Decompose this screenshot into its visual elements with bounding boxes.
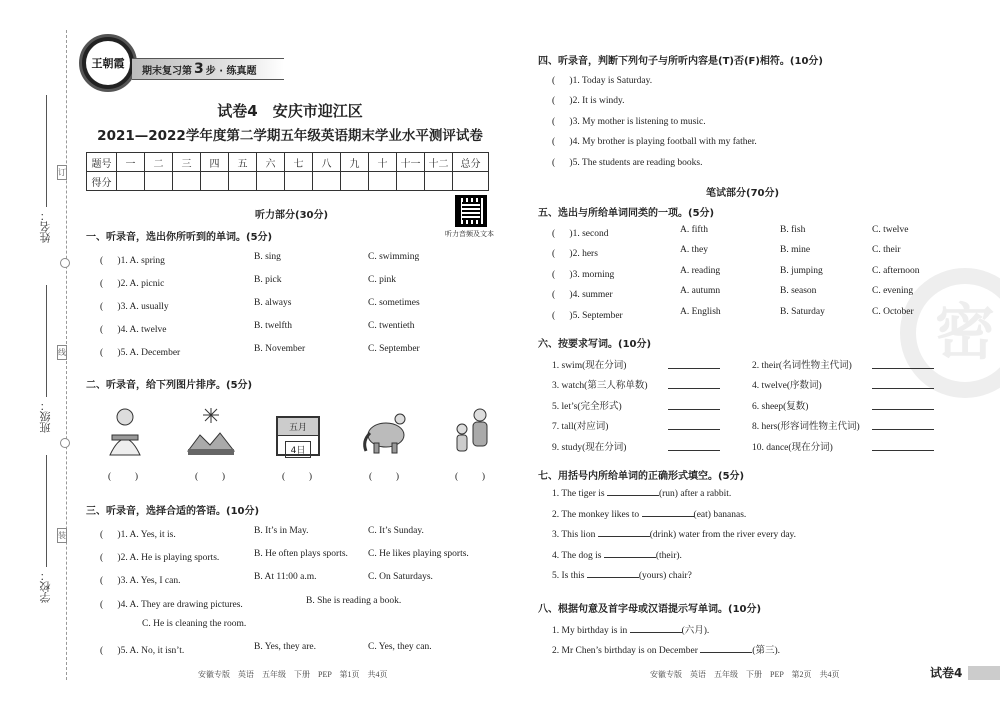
option-a: A. reading	[680, 266, 721, 276]
question-item: ( )1. Today is Saturday.	[552, 76, 653, 86]
question-item: ( )3. A. Yes, I can.	[100, 576, 181, 586]
qr-caption: 听力音频及文本	[445, 230, 494, 238]
word-prompt: 4. twelve(序数词)	[752, 381, 822, 391]
tab-bar	[968, 666, 1000, 680]
question-item: ( )4. A. twelve	[100, 325, 167, 335]
option-b: B. She is reading a book.	[306, 596, 402, 606]
option-b: B. mine	[780, 245, 811, 255]
class-underline	[46, 285, 47, 397]
answer-blank[interactable]	[598, 536, 650, 537]
answer-blank[interactable]: ( )	[369, 472, 400, 482]
exam-subtitle: 2021—2022学年度第二学期五年级英语期末学业水平测评试卷	[97, 128, 483, 144]
option-b: B. pick	[254, 275, 282, 285]
school-label: 学校：	[39, 570, 52, 603]
listening-header: 听力部分(30分)	[255, 210, 329, 221]
footer-right: 安徽专版 英语 五年级 下册 PEP 第2页 共4页	[650, 670, 840, 679]
option-c: C. He is cleaning the room.	[142, 619, 247, 629]
question-item: ( )5. The students are reading books.	[552, 158, 703, 168]
calendar-picture	[276, 416, 320, 456]
option-c: C. October	[872, 307, 914, 317]
section-2-title: 二、听录音，给下列图片排序。(5分)	[86, 380, 253, 391]
fill-item: 5. Is this (yours) chair?	[552, 571, 692, 581]
name-underline	[46, 95, 47, 207]
question-item: ( )4. A. They are drawing pictures.	[100, 600, 243, 610]
option-c: C. twelve	[872, 225, 909, 235]
option-b: B. Yes, they are.	[254, 642, 317, 652]
answer-line[interactable]	[668, 368, 720, 369]
calendar-day: 4日	[285, 441, 312, 458]
section-3-title: 三、听录音，选择合适的答语。(10分)	[86, 506, 260, 517]
option-b: B. always	[254, 298, 292, 308]
exam-tab-label: 试卷4	[930, 666, 963, 680]
fill-item: 2. The monkey likes to (eat) bananas.	[552, 510, 747, 520]
section-5-title: 五、选出与所给单词同类的一项。(5分)	[538, 208, 715, 219]
answer-line[interactable]	[668, 429, 720, 430]
option-c: C. pink	[368, 275, 396, 285]
option-b: B. fish	[780, 225, 806, 235]
answer-blank[interactable]	[607, 495, 659, 496]
answer-line[interactable]	[872, 450, 934, 451]
binding-hole	[60, 438, 70, 448]
answer-line[interactable]	[668, 409, 720, 410]
answer-blank[interactable]	[700, 652, 752, 653]
section-6-title: 六、按要求写词。(10分)	[538, 339, 652, 350]
option-b: B. He often plays sports.	[254, 549, 348, 559]
footer-left: 安徽专版 英语 五年级 下册 PEP 第1页 共4页	[198, 670, 388, 679]
option-c: C. twentieth	[368, 321, 415, 331]
fill-item: 4. The dog is (their).	[552, 551, 682, 561]
section-1-title: 一、听录音，选出你所听到的单词。(5分)	[86, 232, 273, 243]
question-item: ( )1. second	[552, 229, 609, 239]
option-b: B. twelfth	[254, 321, 292, 331]
option-c: C. September	[368, 344, 420, 354]
option-a: A. fifth	[680, 225, 708, 235]
option-c: C. swimming	[368, 252, 420, 262]
question-item: ( )5. A. December	[100, 348, 181, 358]
option-b: B. jumping	[780, 266, 823, 276]
writing-header: 笔试部分(70分)	[706, 188, 780, 199]
calendar-month: 五月	[278, 418, 318, 436]
answer-blank[interactable]	[587, 577, 639, 578]
answer-line[interactable]	[872, 388, 934, 389]
question-item: ( )3. morning	[552, 270, 615, 280]
answer-blank[interactable]: ( )	[108, 472, 139, 482]
binding-hole	[60, 258, 70, 268]
watermark-seal: 密	[935, 298, 995, 368]
option-b: B. sing	[254, 252, 281, 262]
school-underline	[46, 455, 47, 567]
word-prompt: 10. dance(现在分词)	[752, 443, 833, 453]
question-item: ( )3. My mother is listening to music.	[552, 117, 706, 127]
question-item: ( )2. hers	[552, 249, 598, 259]
option-b: B. It’s in May.	[254, 526, 309, 536]
option-c: C. It’s Sunday.	[368, 526, 424, 536]
word-prompt: 1. swim(现在分词)	[552, 361, 627, 371]
qr-code-icon[interactable]	[455, 195, 487, 227]
question-item: ( )1. A. spring	[100, 256, 165, 266]
seal-word: 线	[57, 345, 67, 360]
option-b: B. Saturday	[780, 307, 825, 317]
question-item: ( )2. It is windy.	[552, 96, 625, 106]
seal-word: 订	[57, 165, 67, 180]
option-b: B. At 11:00 a.m.	[254, 572, 317, 582]
word-prompt: 5. let’s(完全形式)	[552, 402, 622, 412]
fill-item: 1. My birthday is in (六月).	[552, 626, 710, 636]
option-c: C. evening	[872, 286, 914, 296]
name-label: 姓名：	[39, 210, 52, 243]
answer-line[interactable]	[872, 368, 934, 369]
question-item: ( )3. A. usually	[100, 302, 169, 312]
option-c: C. their	[872, 245, 901, 255]
section-7-title: 七、用括号内所给单词的正确形式填空。(5分)	[538, 471, 745, 482]
answer-line[interactable]	[668, 450, 720, 451]
seal-word: 装	[57, 528, 67, 543]
fill-item: 1. The tiger is (run) after a rabbit.	[552, 489, 732, 499]
word-prompt: 6. sheep(复数)	[752, 402, 809, 412]
answer-blank[interactable]	[630, 632, 682, 633]
option-c: C. sometimes	[368, 298, 420, 308]
option-c: C. afternoon	[872, 266, 920, 276]
exam-title: 试卷4 安庆市迎江区	[217, 102, 363, 120]
word-prompt: 7. tall(对应词)	[552, 422, 609, 432]
word-prompt: 2. their(名词性物主代词)	[752, 361, 852, 371]
section-8-title: 八、根据句意及首字母或汉语提示写单词。(10分)	[538, 604, 762, 615]
answer-blank[interactable]	[642, 516, 694, 517]
question-item: ( )2. A. picnic	[100, 279, 165, 289]
option-c: C. He likes playing sports.	[368, 549, 469, 559]
option-c: C. On Saturdays.	[368, 572, 433, 582]
fill-item: 3. This lion (drink) water from the river every day.	[552, 530, 797, 540]
word-prompt: 3. watch(第三人称单数)	[552, 381, 648, 391]
option-b: B. season	[780, 286, 817, 296]
fireworks-picture	[186, 405, 236, 457]
answer-line[interactable]	[872, 409, 934, 410]
answer-blank[interactable]	[604, 557, 656, 558]
question-item: ( )1. A. Yes, it is.	[100, 530, 176, 540]
question-item: ( )4. summer	[552, 290, 613, 300]
option-a: A. autumn	[680, 286, 721, 296]
option-c: C. Yes, they can.	[368, 642, 432, 652]
score-header-row: 题号 一 二 三 四 五 六 七 八 九 十 十一 十二 总分	[87, 153, 489, 172]
question-item: ( )5. September	[552, 311, 623, 321]
class-label: 班级：	[39, 400, 52, 433]
answer-blank[interactable]: ( )	[455, 472, 486, 482]
score-value-row: 得分	[87, 172, 489, 191]
option-a: A. they	[680, 245, 708, 255]
family-picture	[446, 405, 496, 457]
question-item: ( )2. A. He is playing sports.	[100, 553, 220, 563]
word-prompt: 8. hers(形容词性物主代词)	[752, 422, 860, 432]
answer-line[interactable]	[872, 429, 934, 430]
review-banner: 期末复习第 3 步 · 练真题	[132, 58, 284, 80]
question-item: ( )4. My brother is playing football with my father.	[552, 137, 757, 147]
fill-item: 2. Mr Chen’s birthday is on December (第三).	[552, 646, 780, 656]
girl-playing-instrument-picture	[100, 405, 150, 457]
option-a: A. English	[680, 307, 721, 317]
elephant-picture	[360, 405, 410, 457]
answer-blank[interactable]: ( )	[195, 472, 226, 482]
word-prompt: 9. study(现在分词)	[552, 443, 627, 453]
answer-blank[interactable]: ( )	[282, 472, 313, 482]
answer-line[interactable]	[668, 388, 720, 389]
option-b: B. November	[254, 344, 306, 354]
brand-logo: 王朝霞	[79, 34, 137, 92]
score-table	[86, 152, 489, 191]
section-4-title: 四、听录音，判断下列句子与所听内容是(T)否(F)相符。(10分)	[538, 56, 823, 67]
question-item: ( )5. A. No, it isn’t.	[100, 646, 185, 656]
